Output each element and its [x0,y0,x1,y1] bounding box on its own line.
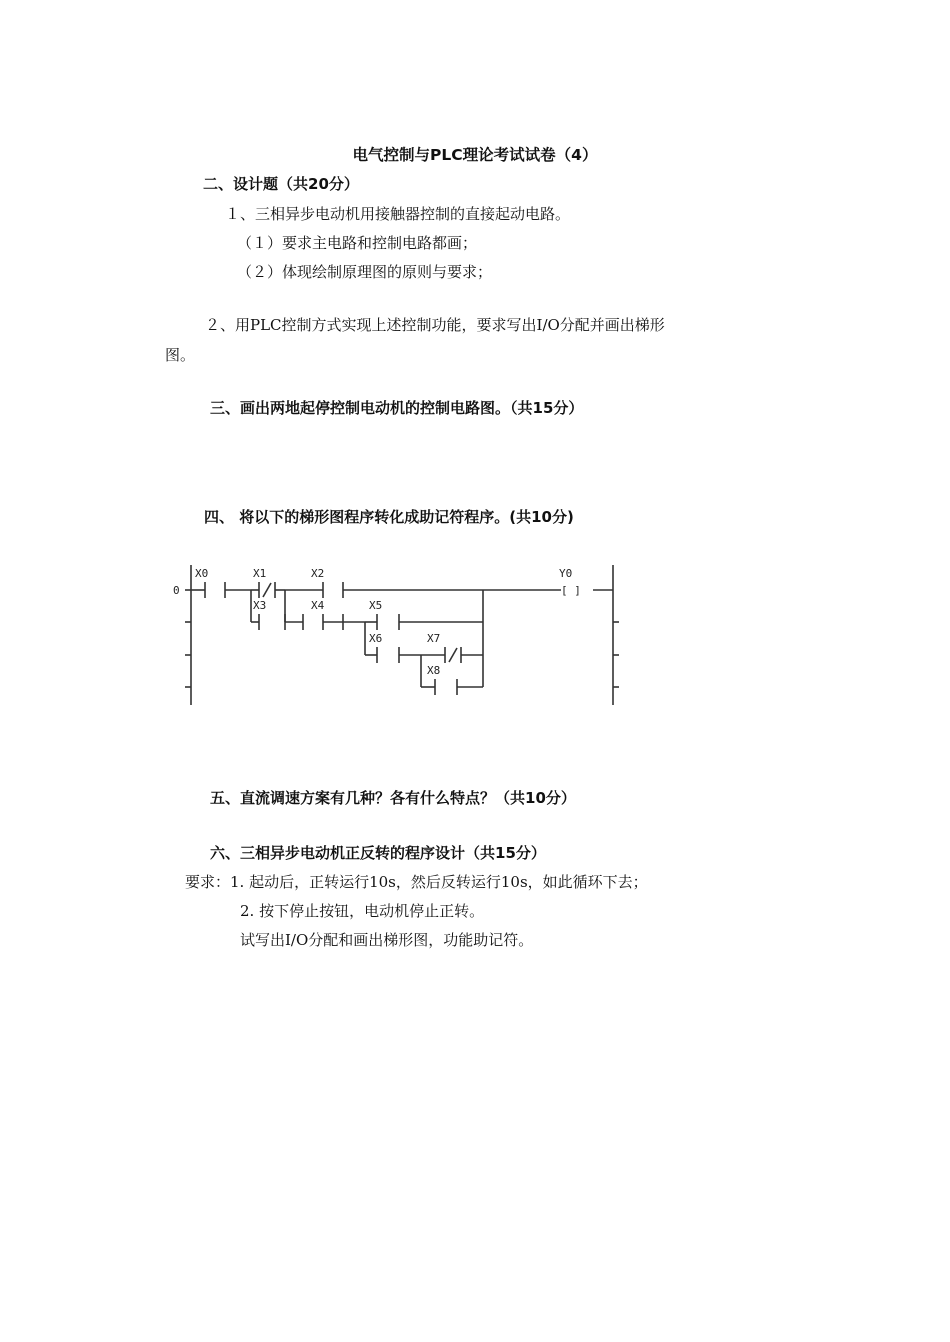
section-6-heading: 六、三相异步电动机正反转的程序设计（共15分） [210,844,546,862]
question-2-1: １、三相异步电动机用接触器控制的直接起动电路。 [225,205,571,223]
section-2-heading: 二、设计题（共20分） [203,175,359,193]
section-6-requirement-3: 试写出I/O分配和画出梯形图，功能助记符。 [240,931,534,949]
step-number: 0 [173,584,180,597]
section-3-heading: 三、画出两地起停控制电动机的控制电路图。（共15分） [210,399,584,417]
ladder-diagram [165,557,623,709]
contact-x0 [191,567,225,598]
contact-label: X3 [253,599,267,612]
contact-x3 [251,599,285,630]
question-2-1-requirement-2: （２）体现绘制原理图的原则与要求； [237,263,493,281]
contact-x7 [421,632,461,663]
contact-label: X6 [369,632,383,645]
section-4-heading: 四、 将以下的梯形图程序转化成助记符程序。(共10分) [204,508,574,526]
question-2-2-line-1: ２、用PLC控制方式实现上述控制功能，要求写出I/O分配并画出梯形 [205,316,665,334]
contact-x1 [251,567,275,598]
section-6-requirement-1: 要求：1. 起动后，正转运行10s，然后反转运行10s，如此循环下去； [185,873,648,891]
question-2-1-requirement-1: （１）要求主电路和控制电路都画； [237,234,478,252]
contact-x8 [421,664,457,695]
contact-label: X4 [311,599,325,612]
coil-symbol: [ ] [561,584,581,597]
section-5-heading: 五、直流调速方案有几种？各有什么特点？（共10分） [210,789,576,807]
contact-x2 [285,567,343,598]
contact-label: X5 [369,599,383,612]
contact-label: X2 [311,567,325,580]
contact-label: X8 [427,664,441,677]
output-label: Y0 [559,567,573,580]
contact-label: X1 [253,567,267,580]
contact-x6 [365,632,399,663]
output-coil-y0 [559,567,581,597]
contact-x4 [303,599,325,630]
contact-label: X7 [427,632,441,645]
page-title: 电气控制与PLC理论考试试卷（4） [352,146,598,164]
contact-x5 [365,599,399,630]
question-2-2-line-2: 图。 [165,346,196,364]
section-6-requirement-2: 2. 按下停止按钮，电动机停止正转。 [240,902,485,920]
contact-label: X0 [195,567,209,580]
